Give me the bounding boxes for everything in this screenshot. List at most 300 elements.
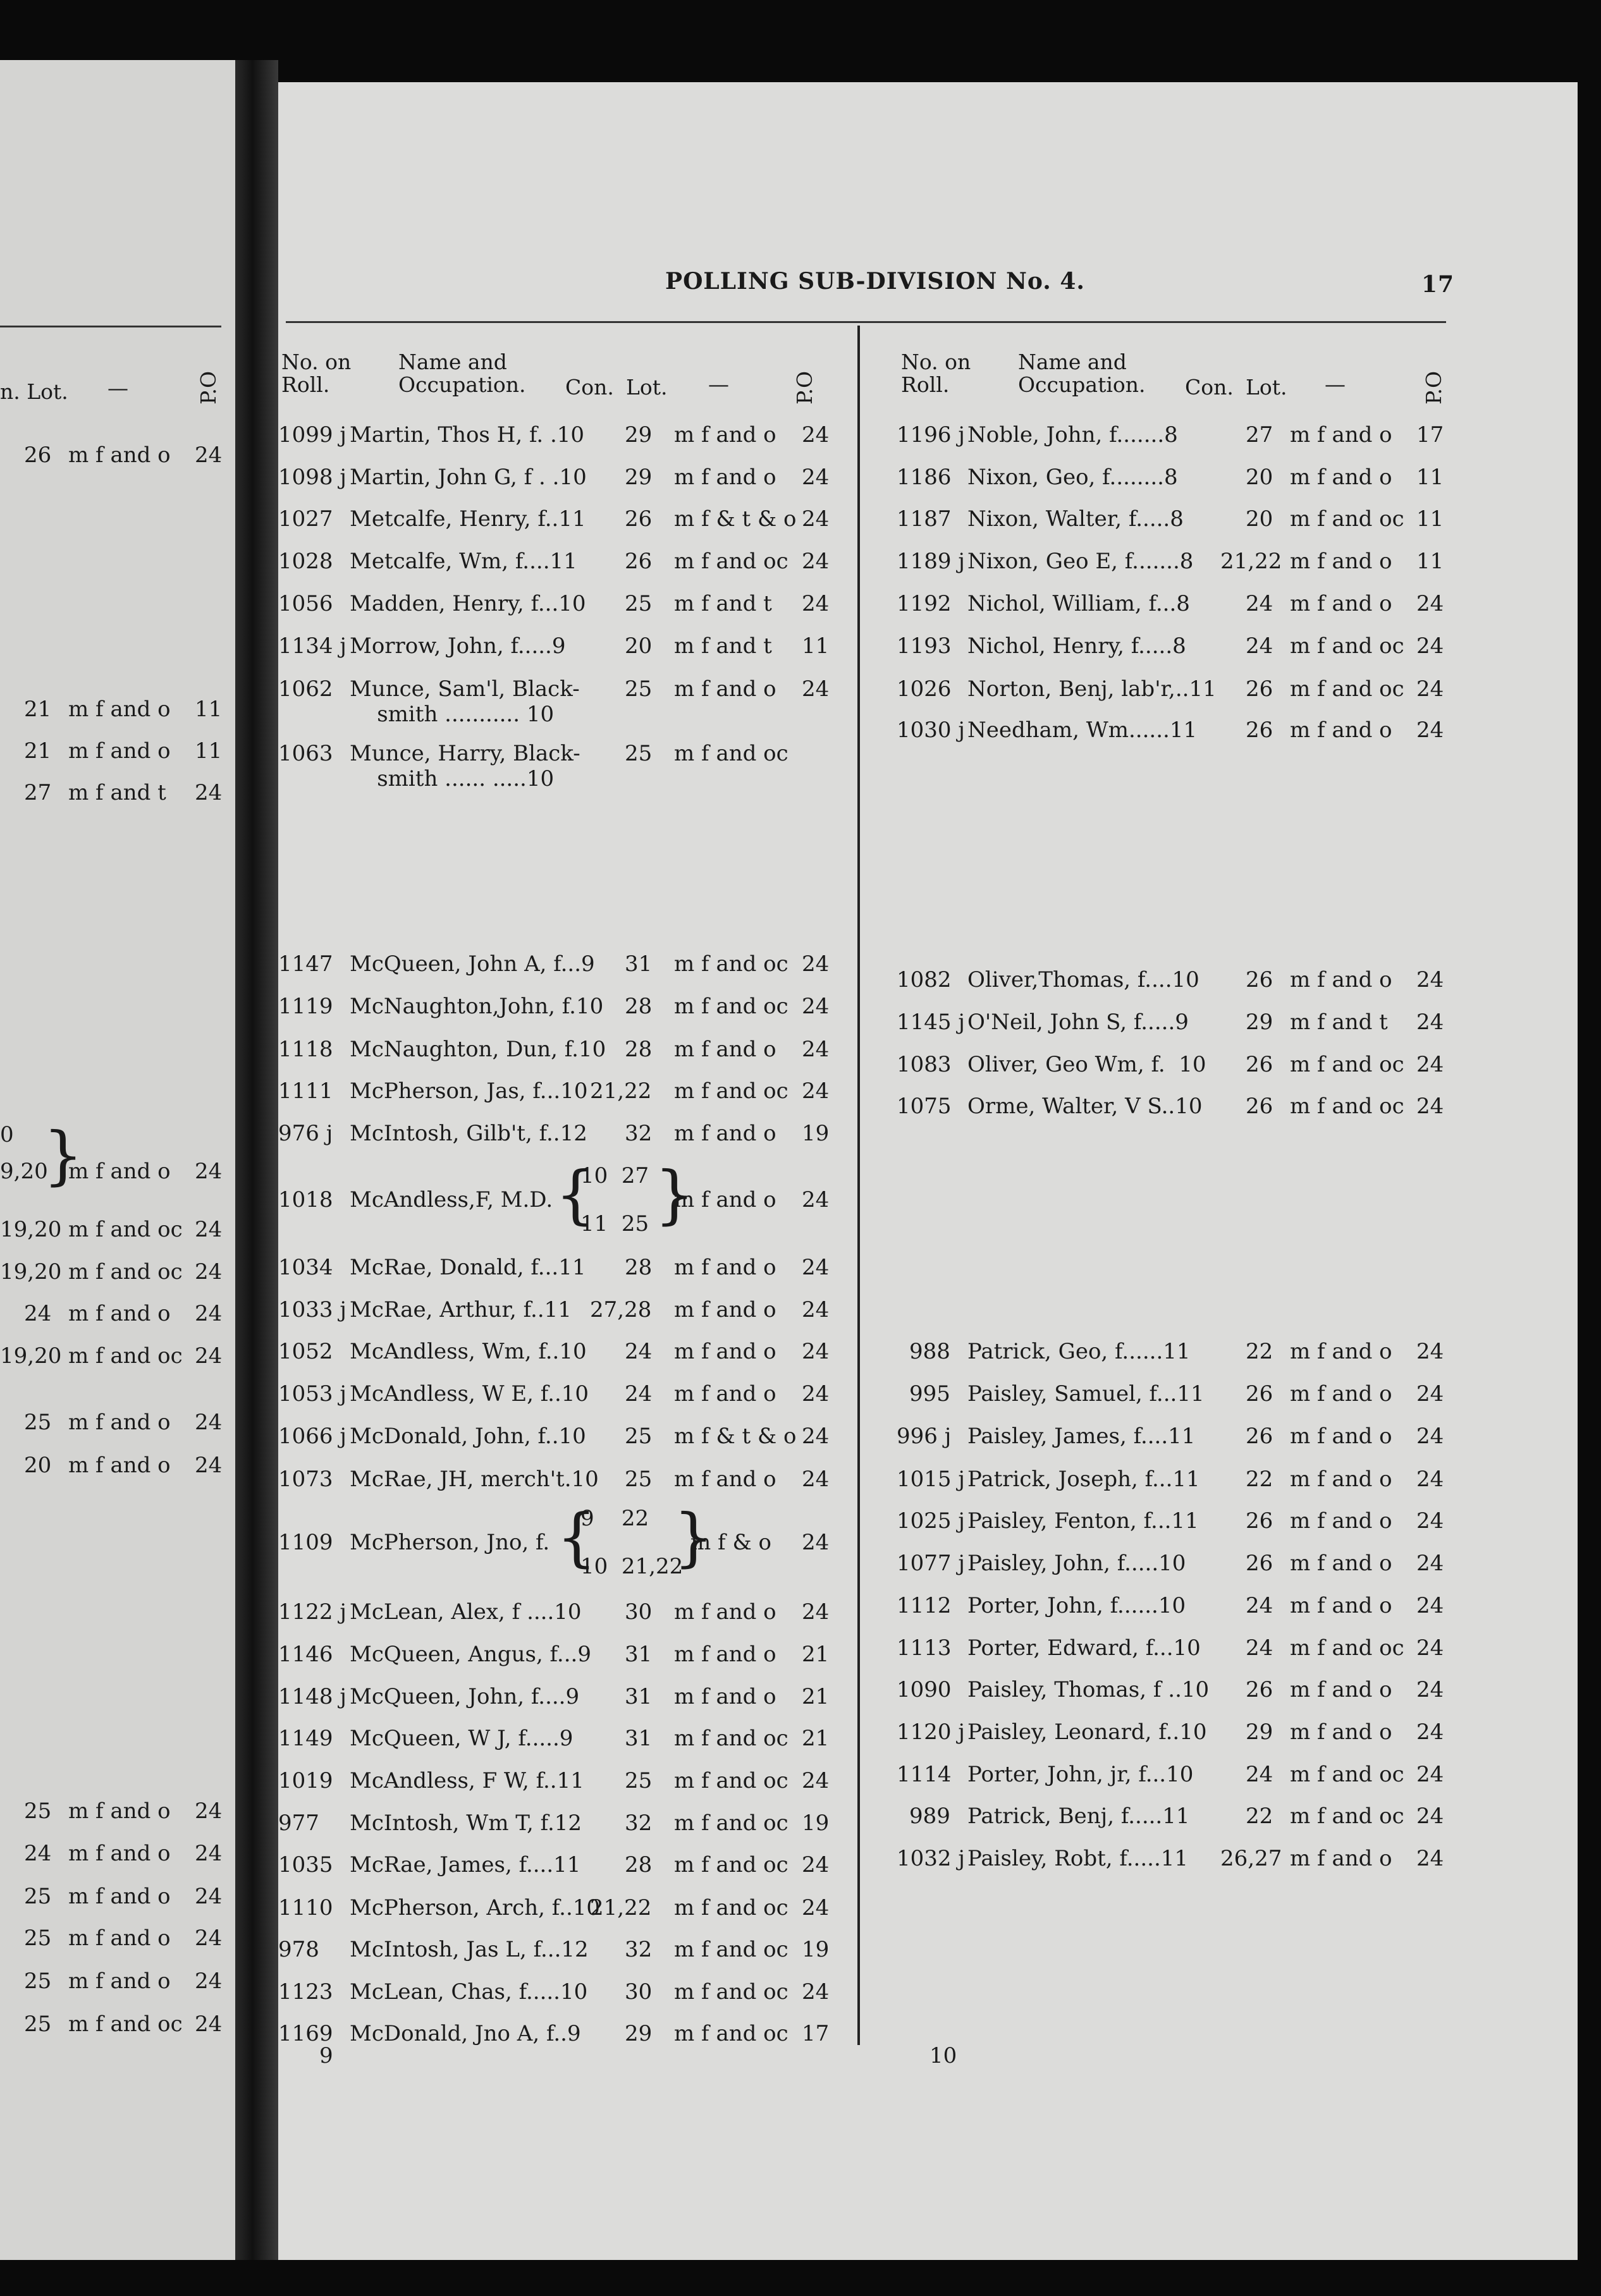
col1-con-lot-b: 10 21,22 (580, 1554, 684, 1579)
col1-name-occupation: McRae, JH, merch't.10 (350, 1467, 599, 1492)
col2-name-occupation: Norton, Benj, lab'r,..11 (967, 676, 1217, 702)
col1-lot: 26 (625, 549, 653, 574)
col2-name-header: Name and Occupation. (1018, 350, 1146, 397)
col1-po: 24 (802, 1852, 830, 1878)
left-row-tenure: m f and oc (68, 1259, 183, 1285)
left-row-po: 24 (195, 1926, 223, 1951)
col2-lot: 22 (1246, 1804, 1273, 1829)
col2-tenure: m f and oc (1290, 633, 1404, 659)
col1-tenure: m f and o (674, 1187, 776, 1212)
col2-name-occupation: Paisley, Leonard, f..10 (967, 1719, 1207, 1745)
col1-po: 21 (802, 1642, 830, 1667)
left-row-lot: 25 (24, 1926, 52, 1951)
col2-roll-number: 1192 (897, 591, 952, 616)
col2-lot: 26 (1246, 1508, 1273, 1534)
col1-tenure: m f & t & o (674, 506, 797, 532)
col1-name-occupation: Madden, Henry, f...10 (350, 591, 586, 616)
col2-roll-number: 988 (909, 1339, 950, 1364)
col2-con-header: Con. (1185, 375, 1234, 400)
col2-name-occupation: Patrick, Joseph, f...11 (967, 1467, 1200, 1492)
left-header-rule (0, 326, 221, 327)
col1-po: 24 (802, 676, 830, 702)
col1-lot: 31 (625, 1726, 653, 1751)
col1-name-occupation: Martin, John G, f . .10 (350, 465, 587, 490)
col1-tenure: m f and oc (674, 2021, 788, 2046)
col1-tenure: m f and o (674, 422, 776, 448)
col2-po: 24 (1416, 1424, 1444, 1449)
col1-roll-number: 1149 (278, 1726, 333, 1751)
col2-name-occupation: Paisley, Samuel, f...11 (967, 1381, 1205, 1407)
col1-roll-number: 1134 j (278, 633, 347, 659)
col2-lot: 27 (1246, 422, 1273, 448)
col1-lot: 28 (625, 1852, 653, 1878)
col1-name-occupation: McQueen, Angus, f...9 (350, 1642, 591, 1667)
col1-lot: 25 (625, 1768, 653, 1793)
col1-name-occupation: McAndless, Wm, f..10 (350, 1339, 587, 1364)
col1-open-brace: { (556, 1500, 597, 1574)
col2-po: 24 (1416, 633, 1444, 659)
book-spine (235, 60, 278, 2260)
col1-roll-number: 1146 (278, 1642, 333, 1667)
col2-lot: 26 (1246, 967, 1273, 992)
col2-roll-number: 1032 j (897, 1846, 965, 1871)
col1-name-occupation: McQueen, W J, f.....9 (350, 1726, 574, 1751)
left-row-lot: 25 (24, 1969, 52, 1994)
col2-po: 24 (1416, 1762, 1444, 1787)
col2-name-occupation: Nixon, Walter, f.....8 (967, 506, 1184, 532)
left-row-tenure: m f and o (68, 1841, 171, 1866)
col1-con-lot-a: 9 22 (580, 1506, 649, 1531)
col1-name-occupation: Metcalfe, Wm, f....11 (350, 549, 577, 574)
col1-name-occupation: McPherson, Jno, f. (350, 1530, 550, 1555)
col1-open-brace: { (555, 1157, 596, 1231)
col1-lot: 25 (625, 676, 653, 702)
col1-lot: 21,22 (590, 1895, 652, 1920)
col2-lot: 26 (1246, 1052, 1273, 1077)
left-dash-header: — (107, 376, 128, 400)
col1-roll-number: 1063 (278, 741, 333, 766)
col2-tenure: m f and oc (1290, 1762, 1404, 1787)
col1-roll-number: 1066 j (278, 1424, 347, 1449)
left-row-lot: 19,20 (0, 1259, 62, 1285)
col1-po: 24 (802, 422, 830, 448)
col1-roll-number: 1169 (278, 2021, 333, 2046)
col1-name-occupation: McLean, Chas, f.....10 (350, 1979, 588, 2005)
header-rule (286, 321, 1446, 323)
col1-po: 24 (802, 1339, 830, 1364)
col2-name-occupation: Porter, John, f......10 (967, 1593, 1186, 1618)
col2-lot: 26 (1246, 676, 1273, 702)
col1-lot: 32 (625, 1937, 653, 1962)
col1-con-lot-a: 10 27 (580, 1163, 649, 1188)
col2-tenure: m f and o (1290, 1508, 1392, 1534)
col1-po: 19 (802, 1937, 830, 1962)
col1-po: 24 (802, 1078, 830, 1104)
col1-name-occupation: McRae, Arthur, f..11 (350, 1297, 572, 1322)
col2-po: 24 (1416, 1635, 1444, 1661)
col2-roll-number: 1187 (897, 506, 952, 532)
col1-name-occupation: McAndless, F W, f..11 (350, 1768, 584, 1793)
col2-roll-number: 1193 (897, 633, 952, 659)
left-row-lot: 24 (24, 1301, 52, 1326)
col2-lot: 20 (1246, 506, 1273, 532)
left-row-po: 24 (195, 1159, 223, 1184)
col1-roll-number: 976 j (278, 1121, 333, 1146)
col1-tenure: m f and oc (674, 1811, 788, 1836)
left-row-tenure: m f and o (68, 1410, 171, 1435)
left-row-tenure: m f and oc (68, 1343, 183, 1369)
col1-tenure: m f and oc (674, 1078, 788, 1104)
col2-po: 11 (1416, 549, 1444, 574)
col2-tenure: m f and o (1290, 1467, 1392, 1492)
col1-tenure: m f & o (690, 1530, 771, 1555)
col1-con-header: Con. (565, 375, 614, 400)
left-row-po: 11 (195, 697, 223, 722)
col1-lot: 31 (625, 1642, 653, 1667)
col2-name-occupation: Porter, Edward, f...10 (967, 1635, 1201, 1661)
col1-tenure: m f and o (674, 1467, 776, 1492)
col1-name-occupation: Munce, Sam'l, Black- smith ........... 10 (350, 676, 580, 727)
left-row-tenure: m f and o (68, 1798, 171, 1824)
col2-tenure: m f and oc (1290, 1094, 1404, 1119)
col2-roll-number: 1082 (897, 967, 952, 992)
col1-roll-number: 1110 (278, 1895, 333, 1920)
col2-lot: 29 (1246, 1010, 1273, 1035)
col1-tenure: m f and o (674, 1381, 776, 1407)
col1-po: 24 (802, 1255, 830, 1280)
col2-name-occupation: Nixon, Geo E, f.......8 (967, 549, 1194, 574)
col2-name-occupation: Orme, Walter, V S..10 (967, 1094, 1203, 1119)
col1-close-brace: } (673, 1500, 714, 1574)
col1-po: 21 (802, 1684, 830, 1709)
left-lot-header: n. Lot. (0, 379, 68, 404)
col1-lot: 25 (625, 591, 653, 616)
col1-name-occupation: McRae, Donald, f...11 (350, 1255, 586, 1280)
col1-name-occupation: McQueen, John, f....9 (350, 1684, 580, 1709)
col1-po: 24 (802, 1424, 830, 1449)
left-row-lot: 25 (24, 2012, 52, 2037)
col2-name-occupation: O'Neil, John S, f.....9 (967, 1010, 1189, 1035)
col1-tenure: m f and oc (674, 1726, 788, 1751)
col2-lot: 26 (1246, 1677, 1273, 1702)
col2-dash-header: — (1325, 372, 1346, 396)
col1-lot: 29 (625, 2021, 653, 2046)
col1-name-occupation: McPherson, Arch, f..10 (350, 1895, 601, 1920)
left-row-po: 24 (195, 1343, 223, 1369)
col1-po: 17 (802, 2021, 830, 2046)
col2-roll-number: 1114 (897, 1762, 952, 1787)
col1-po: 24 (802, 1187, 830, 1212)
col1-footer-number: 9 (319, 2043, 333, 2068)
col2-po: 24 (1416, 1052, 1444, 1077)
col1-name-occupation: McNaughton, Dun, f.10 (350, 1037, 606, 1062)
col1-name-occupation: McAndless, W E, f..10 (350, 1381, 589, 1407)
col2-tenure: m f and o (1290, 1381, 1392, 1407)
col2-name-occupation: Patrick, Geo, f......11 (967, 1339, 1191, 1364)
col1-roll-number: 1018 (278, 1187, 333, 1212)
col1-tenure: m f and oc (674, 1895, 788, 1920)
left-row-po: 11 (195, 738, 223, 764)
col2-roll-number: 1025 j (897, 1508, 965, 1534)
col1-lot: 28 (625, 1255, 653, 1280)
left-row-tenure: m f and t (68, 780, 166, 805)
col1-po: 24 (802, 1530, 830, 1555)
col2-roll-number: 1189 j (897, 549, 965, 574)
col1-roll-header: No. on Roll. (281, 350, 352, 397)
col1-po: 24 (802, 591, 830, 616)
col2-name-occupation: Nichol, William, f...8 (967, 591, 1190, 616)
col2-po: 24 (1416, 1339, 1444, 1364)
left-po-header: P.O (196, 370, 221, 405)
col1-name-occupation: McIntosh, Wm T, f.12 (350, 1811, 582, 1836)
col1-roll-number: 1027 (278, 506, 333, 532)
left-brace: } (43, 1118, 83, 1192)
col1-roll-number: 1111 (278, 1078, 333, 1104)
col1-roll-number: 1052 (278, 1339, 333, 1364)
col1-tenure: m f & t & o (674, 1424, 797, 1449)
col1-po: 24 (802, 1768, 830, 1793)
col2-po: 24 (1416, 591, 1444, 616)
col2-lot: 26 (1246, 1381, 1273, 1407)
col2-roll-number: 1075 (897, 1094, 952, 1119)
col1-tenure: m f and o (674, 465, 776, 490)
col2-roll-number: 1090 (897, 1677, 952, 1702)
col2-po-header: P.O (1421, 370, 1446, 405)
col2-tenure: m f and o (1290, 1677, 1392, 1702)
col1-lot: 30 (625, 1599, 653, 1625)
col2-lot: 29 (1246, 1719, 1273, 1745)
col1-tenure: m f and o (674, 1642, 776, 1667)
col1-po: 24 (802, 1297, 830, 1322)
col2-lot: 26 (1246, 1424, 1273, 1449)
col1-po: 24 (802, 1599, 830, 1625)
left-row-po: 24 (195, 1453, 223, 1478)
col1-roll-number: 1123 (278, 1979, 333, 2005)
col1-name-occupation: Martin, Thos H, f. .10 (350, 422, 585, 448)
left-row-lot: 21 (24, 697, 52, 722)
col2-lot: 24 (1246, 591, 1273, 616)
left-row-tenure: m f and oc (68, 2012, 183, 2037)
col2-roll-number: 1030 j (897, 718, 965, 743)
left-row-tenure: m f and oc (68, 1217, 183, 1242)
left-row-tenure: m f and o (68, 1884, 171, 1909)
col2-roll-number: 1196 j (897, 422, 965, 448)
col2-tenure: m f and o (1290, 1424, 1392, 1449)
col1-name-occupation: McLean, Alex, f ....10 (350, 1599, 582, 1625)
col2-lot: 24 (1246, 1762, 1273, 1787)
col1-lot: 24 (625, 1381, 653, 1407)
col2-roll-number: 1015 j (897, 1467, 965, 1492)
left-row-lot: 9,20 (0, 1159, 48, 1184)
col2-footer-number: 10 (929, 2043, 957, 2068)
col1-roll-number: 1098 j (278, 465, 347, 490)
left-row-lot: 0 (0, 1122, 14, 1147)
col1-tenure: m f and oc (674, 1768, 788, 1793)
left-row-po: 24 (195, 1301, 223, 1326)
col2-po: 24 (1416, 1010, 1444, 1035)
col2-po: 24 (1416, 1094, 1444, 1119)
col2-name-occupation: Nixon, Geo, f........8 (967, 465, 1178, 490)
col1-lot: 25 (625, 1467, 653, 1492)
col1-tenure: m f and oc (674, 741, 788, 766)
col2-tenure: m f and o (1290, 422, 1392, 448)
col1-roll-number: 1073 (278, 1467, 333, 1492)
col1-roll-number: 978 (278, 1937, 319, 1962)
left-row-po: 24 (195, 443, 223, 468)
col1-roll-number: 1118 (278, 1037, 333, 1062)
col2-name-occupation: Paisley, John, f.....10 (967, 1551, 1186, 1576)
col1-name-occupation: Munce, Harry, Black- smith ...... .....10 (350, 741, 580, 791)
left-row-po: 24 (195, 1841, 223, 1866)
col1-tenure: m f and o (674, 1599, 776, 1625)
col1-tenure: m f and o (674, 1684, 776, 1709)
col2-tenure: m f and o (1290, 1551, 1392, 1576)
col1-po: 11 (802, 633, 830, 659)
left-row-po: 24 (195, 1798, 223, 1824)
col2-lot: 20 (1246, 465, 1273, 490)
col2-tenure: m f and o (1290, 465, 1392, 490)
col2-po: 24 (1416, 1719, 1444, 1745)
col2-lot: 26 (1246, 718, 1273, 743)
col2-tenure: m f and t (1290, 1010, 1388, 1035)
left-row-po: 24 (195, 1884, 223, 1909)
col1-roll-number: 1056 (278, 591, 333, 616)
col2-roll-number: 1120 j (897, 1719, 965, 1745)
left-row-lot: 27 (24, 780, 52, 805)
col2-tenure: m f and oc (1290, 676, 1404, 702)
col1-con-lot-b: 11 25 (580, 1211, 649, 1237)
col2-lot: 26 (1246, 1551, 1273, 1576)
col2-tenure: m f and o (1290, 1846, 1392, 1871)
left-row-lot: 19,20 (0, 1217, 62, 1242)
left-row-tenure: m f and o (68, 738, 171, 764)
col1-lot: 30 (625, 1979, 653, 2005)
col1-tenure: m f and o (674, 1037, 776, 1062)
col1-roll-number: 1148 j (278, 1684, 347, 1709)
col1-name-occupation: Metcalfe, Henry, f..11 (350, 506, 586, 532)
col1-po-header: P.O (792, 370, 817, 405)
left-row-tenure: m f and o (68, 443, 171, 468)
left-row-lot: 25 (24, 1884, 52, 1909)
left-row-po: 24 (195, 1217, 223, 1242)
col2-lot: 21,22 (1220, 549, 1282, 574)
left-row-lot: 26 (24, 443, 52, 468)
col2-roll-number: 995 (909, 1381, 950, 1407)
left-row-lot: 21 (24, 738, 52, 764)
col1-roll-number: 1122 j (278, 1599, 347, 1625)
col2-po: 24 (1416, 1593, 1444, 1618)
column-divider (857, 326, 860, 2045)
left-row-po: 24 (195, 2012, 223, 2037)
col1-lot: 25 (625, 1424, 653, 1449)
col1-po: 24 (802, 549, 830, 574)
col1-name-occupation: McIntosh, Gilb't, f..12 (350, 1121, 587, 1146)
col2-tenure: m f and oc (1290, 506, 1404, 532)
left-row-tenure: m f and o (68, 1969, 171, 1994)
col1-tenure: m f and o (674, 1297, 776, 1322)
col1-lot: 21,22 (590, 1078, 652, 1104)
col1-lot-header: Lot. (626, 375, 668, 400)
col1-lot: 32 (625, 1121, 653, 1146)
col2-tenure: m f and o (1290, 1593, 1392, 1618)
col1-roll-number: 977 (278, 1811, 319, 1836)
col1-dash-header: — (708, 372, 729, 396)
col2-roll-number: 1186 (897, 465, 952, 490)
col1-lot: 26 (625, 506, 653, 532)
col2-name-occupation: Oliver, Geo Wm, f. 10 (967, 1052, 1206, 1077)
col1-po: 19 (802, 1121, 830, 1146)
col2-roll-header: No. on Roll. (901, 350, 971, 397)
page-number: 17 (1421, 271, 1455, 298)
col2-po: 24 (1416, 1467, 1444, 1492)
col1-tenure: m f and oc (674, 951, 788, 977)
col1-tenure: m f and t (674, 633, 772, 659)
col1-close-brace: } (654, 1157, 695, 1231)
col1-name-occupation: McAndless,F, M.D. (350, 1187, 553, 1212)
col2-po: 24 (1416, 1381, 1444, 1407)
col1-name-occupation: McDonald, Jno A, f..9 (350, 2021, 581, 2046)
col1-lot: 31 (625, 1684, 653, 1709)
col2-roll-number: 989 (909, 1804, 950, 1829)
col2-roll-number: 1145 j (897, 1010, 965, 1035)
col1-po: 21 (802, 1726, 830, 1751)
left-row-tenure: m f and o (68, 697, 171, 722)
col2-name-occupation: Patrick, Benj, f.....11 (967, 1804, 1190, 1829)
col1-name-occupation: McIntosh, Jas L, f...12 (350, 1937, 589, 1962)
col1-lot: 24 (625, 1339, 653, 1364)
col1-tenure: m f and oc (674, 1979, 788, 2005)
left-row-po: 24 (195, 780, 223, 805)
col1-tenure: m f and o (674, 1255, 776, 1280)
left-row-lot: 25 (24, 1410, 52, 1435)
col1-tenure: m f and o (674, 1121, 776, 1146)
col1-po: 24 (802, 1381, 830, 1407)
col1-roll-number: 1053 j (278, 1381, 347, 1407)
col2-tenure: m f and oc (1290, 1052, 1404, 1077)
col2-roll-number: 1026 (897, 676, 952, 702)
col2-name-occupation: Paisley, James, f....11 (967, 1424, 1196, 1449)
left-row-lot: 20 (24, 1453, 52, 1478)
col1-name-occupation: Morrow, John, f.....9 (350, 633, 566, 659)
col1-tenure: m f and oc (674, 549, 788, 574)
col1-tenure: m f and o (674, 1339, 776, 1364)
left-row-lot: 24 (24, 1841, 52, 1866)
col2-tenure: m f and o (1290, 718, 1392, 743)
col2-name-occupation: Noble, John, f.......8 (967, 422, 1178, 448)
col1-roll-number: 1028 (278, 549, 333, 574)
col2-roll-number: 1077 j (897, 1551, 965, 1576)
col2-lot: 26 (1246, 1094, 1273, 1119)
col1-tenure: m f and oc (674, 1852, 788, 1878)
col1-tenure: m f and t (674, 591, 772, 616)
left-row-tenure: m f and o (68, 1453, 171, 1478)
col2-po: 11 (1416, 465, 1444, 490)
col1-roll-number: 1033 j (278, 1297, 347, 1322)
col2-name-occupation: Nichol, Henry, f.....8 (967, 633, 1186, 659)
left-row-po: 24 (195, 1410, 223, 1435)
col1-lot: 32 (625, 1811, 653, 1836)
col1-po: 24 (802, 506, 830, 532)
right-page (278, 82, 1578, 2260)
col1-po: 24 (802, 465, 830, 490)
col2-lot: 24 (1246, 1635, 1273, 1661)
col1-lot: 29 (625, 422, 653, 448)
left-row-tenure: m f and o (68, 1301, 171, 1326)
col2-name-occupation: Paisley, Robt, f.....11 (967, 1846, 1189, 1871)
col2-tenure: m f and o (1290, 967, 1392, 992)
col2-roll-number: 1113 (897, 1635, 952, 1661)
col2-po: 24 (1416, 718, 1444, 743)
